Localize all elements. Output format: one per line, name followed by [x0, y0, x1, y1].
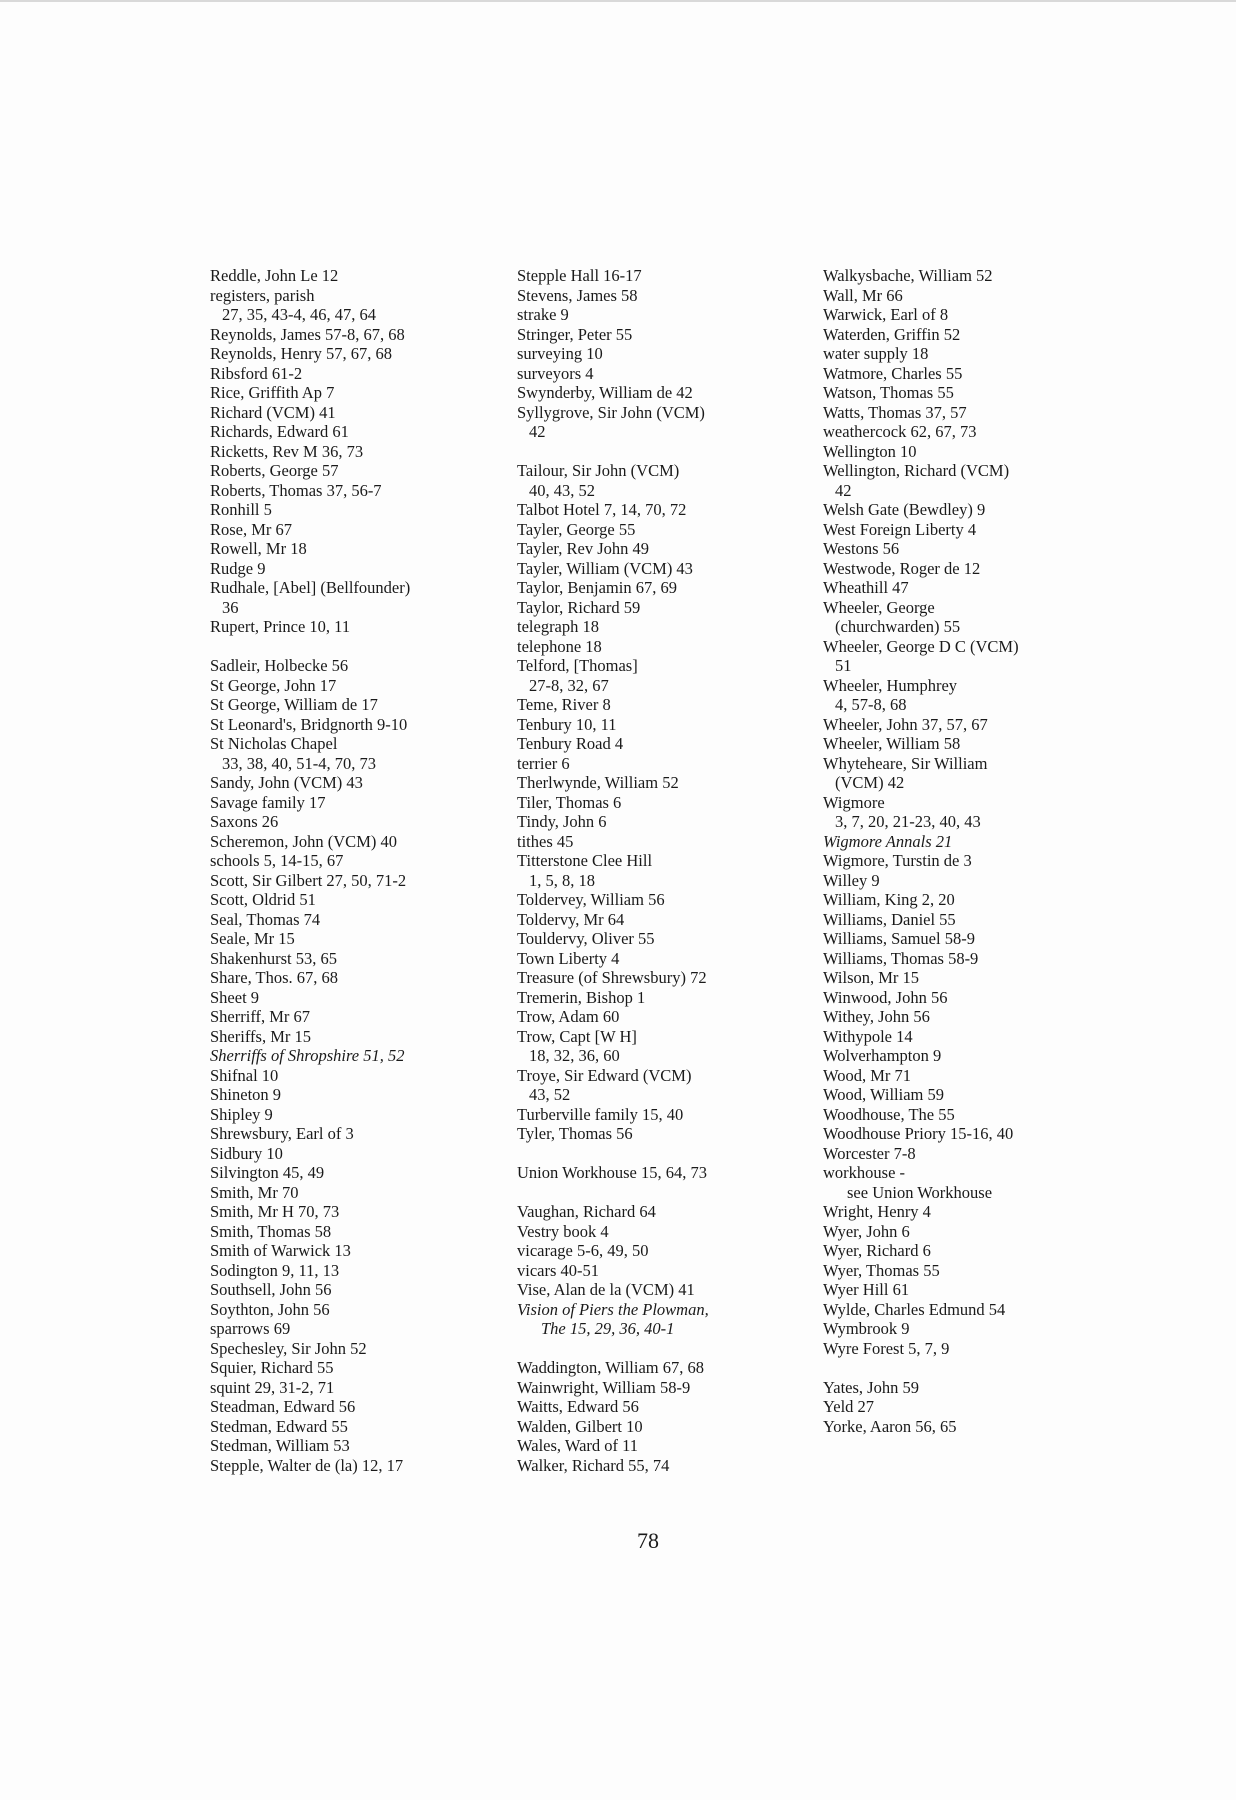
index-entry: St Leonard's, Bridgnorth 9-10 [210, 714, 408, 734]
index-entry: Yates, John 59 [823, 1377, 919, 1397]
index-entry: Shineton 9 [210, 1085, 282, 1104]
index-entry: Sodington 9, 11, 13 [210, 1260, 340, 1280]
index-entry: weathercock 62, 67, 73 [823, 422, 977, 441]
index-entry: telegraph 18 [517, 617, 600, 636]
index-entry: Troye, Sir Edward (VCM) [517, 1065, 692, 1085]
index-entry: telephone 18 [517, 636, 602, 656]
index-entry: Rudhale, [Abel] (Bellfounder) [210, 578, 411, 597]
index-entry: Welsh Gate (Bewdley) 9 [823, 500, 986, 519]
index-entry: Westwode, Roger de 12 [823, 558, 981, 578]
index-entry: Tremerin, Bishop 1 [517, 987, 646, 1007]
index-entry: Ribsford 61-2 [210, 363, 303, 383]
section-gap [517, 1339, 807, 1359]
index-entry: Talbot Hotel 7, 14, 70, 72 [517, 500, 687, 519]
index-entry: Withypole 14 [823, 1026, 913, 1046]
index-entry: Seale, Mr 15 [210, 929, 295, 948]
index-entry: Rose, Mr 67 [210, 519, 293, 539]
index-entry: Withey, John 56 [823, 1007, 930, 1026]
index-entry: Trow, Capt [W H] [517, 1026, 637, 1046]
index-entry: Richard (VCM) 41 [210, 402, 336, 422]
index-entry: Spechesley, Sir John 52 [210, 1338, 367, 1358]
index-entry: Sheet 9 [210, 987, 260, 1007]
index-entry: vicars 40-51 [517, 1260, 600, 1280]
index-entry: Tiler, Thomas 6 [517, 792, 622, 812]
page-number: 78 [637, 1528, 659, 1553]
index-entry: Wheeler, George [823, 597, 935, 617]
index-entry-continuation: 42 [529, 422, 546, 441]
index-entry: Treasure (of Shrewsbury) 72 [517, 968, 707, 987]
index-entry: Warwick, Earl of 8 [823, 305, 949, 324]
index-entry: Steadman, Edward 56 [210, 1397, 356, 1416]
index-entry: Wheeler, William 58 [823, 734, 961, 753]
index-entry: Tayler, William (VCM) 43 [517, 558, 693, 578]
index-entry: schools 5, 14-15, 67 [210, 851, 344, 870]
index-entry: Silvington 45, 49 [210, 1163, 325, 1182]
index-entry: Walden, Gilbert 10 [517, 1416, 643, 1436]
index-entry-continuation: 51 [835, 656, 852, 675]
index-entry: Wheeler, Humphrey [823, 675, 958, 695]
index-entry: Rudge 9 [210, 558, 266, 578]
index-entry: Touldervy, Oliver 55 [517, 929, 655, 948]
index-entry: Syllygrove, Sir John (VCM) [517, 402, 705, 422]
index-entry: Vestry book 4 [517, 1221, 609, 1241]
index-entry: Walker, Richard 55, 74 [517, 1455, 670, 1475]
index-entry: Vaughan, Richard 64 [517, 1202, 656, 1221]
index-entry: Watmore, Charles 55 [823, 363, 963, 383]
index-entry: Rowell, Mr 18 [210, 539, 307, 558]
index-entry: West Foreign Liberty 4 [823, 519, 977, 539]
index-entry: Walkysbache, William 52 [823, 266, 993, 285]
index-entry-continuation: 27, 35, 43-4, 46, 47, 64 [222, 305, 376, 324]
index-entry: Woodhouse Priory 15-16, 40 [823, 1124, 1014, 1143]
index-entry: Reynolds, Henry 57, 67, 68 [210, 344, 392, 363]
index-entry: Telford, [Thomas] [517, 656, 638, 675]
section-gap [210, 637, 500, 657]
index-entry: Wood, Mr 71 [823, 1065, 912, 1085]
index-entry: Wyer, Richard 6 [823, 1241, 931, 1260]
index-entry: Waddington, William 67, 68 [517, 1358, 704, 1377]
index-entry: Titterstone Clee Hill [517, 851, 653, 870]
index-entry: Watts, Thomas 37, 57 [823, 402, 967, 422]
index-entry-continuation: 42 [835, 480, 852, 500]
index-entry: Wolverhampton 9 [823, 1046, 942, 1065]
index-entry: Sheriffs, Mr 15 [210, 1026, 311, 1046]
index-entry: Soythton, John 56 [210, 1299, 330, 1319]
index-entry: Smith, Mr 70 [210, 1182, 299, 1202]
index-entry: Reynolds, James 57-8, 67, 68 [210, 324, 405, 344]
index-entry: Stringer, Peter 55 [517, 324, 633, 344]
index-entry: Wyer, John 6 [823, 1221, 910, 1241]
index-entry: Waterden, Griffin 52 [823, 324, 961, 344]
index-entry-continuation: (churchwarden) 55 [835, 617, 961, 636]
index-entry: Stepple, Walter de (la) 12, 17 [210, 1455, 404, 1475]
index-entry: Sherriffs of Shropshire 51, 52 [210, 1046, 405, 1065]
section-gap [517, 1183, 807, 1203]
index-entry: Trow, Adam 60 [517, 1007, 620, 1026]
index-entry: Southsell, John 56 [210, 1280, 332, 1299]
index-entry: Rice, Griffith Ap 7 [210, 383, 335, 402]
index-entry: Shrewsbury, Earl of 3 [210, 1124, 354, 1143]
index-entry-continuation: 1, 5, 8, 18 [529, 870, 595, 890]
index-entry: Wigmore [823, 792, 885, 812]
index-entry-continuation: 43, 52 [529, 1085, 571, 1104]
index-entry: surveyors 4 [517, 363, 594, 383]
index-entry: Tindy, John 6 [517, 812, 607, 831]
index-entry: Woodhouse, The 55 [823, 1104, 955, 1124]
index-entry: Wellington, Richard (VCM) [823, 461, 1010, 480]
index-entry: Stedman, William 53 [210, 1436, 350, 1455]
index-entry: Taylor, Benjamin 67, 69 [517, 578, 677, 597]
index-entry: Teme, River 8 [517, 695, 611, 714]
index-entry: Wales, Ward of 11 [517, 1436, 639, 1455]
index-entry: squint 29, 31-2, 71 [210, 1377, 335, 1397]
index-entry: Sherriff, Mr 67 [210, 1007, 311, 1026]
index-entry: Richards, Edward 61 [210, 422, 349, 441]
index-entry: Wigmore, Turstin de 3 [823, 851, 972, 870]
index-entry: terrier 6 [517, 753, 570, 773]
index-entry: surveying 10 [517, 344, 603, 363]
index-entry: Seal, Thomas 74 [210, 909, 321, 929]
index-entry: vicarage 5-6, 49, 50 [517, 1241, 649, 1260]
index-entry: Shipley 9 [210, 1104, 273, 1124]
index-entry: Roberts, George 57 [210, 461, 339, 480]
index-entry: Squier, Richard 55 [210, 1358, 334, 1377]
index-entry: Wylde, Charles Edmund 54 [823, 1299, 1006, 1319]
index-entry: Winwood, John 56 [823, 987, 948, 1007]
index-entry: Wheathill 47 [823, 578, 909, 597]
index-entry-continuation: 27-8, 32, 67 [529, 675, 609, 695]
index-entry: Share, Thos. 67, 68 [210, 968, 339, 987]
index-entry: Stepple Hall 16-17 [517, 266, 642, 285]
index-entry: Smith, Thomas 58 [210, 1221, 332, 1241]
index-entry: William, King 2, 20 [823, 890, 955, 909]
index-entry: Wilson, Mr 15 [823, 968, 920, 987]
index-entry: Yeld 27 [823, 1397, 875, 1416]
index-entry: Therlwynde, William 52 [517, 773, 679, 792]
index-entry-continuation: 4, 57-8, 68 [835, 695, 907, 714]
index-entry: Saxons 26 [210, 812, 279, 831]
index-entry: Worcester 7-8 [823, 1143, 916, 1163]
index-entry: Tyler, Thomas 56 [517, 1124, 633, 1143]
index-entry: Wymbrook 9 [823, 1319, 910, 1338]
index-entry: St George, William de 17 [210, 695, 378, 714]
index-entry: Williams, Samuel 58-9 [823, 929, 975, 948]
index-entry: Turberville family 15, 40 [517, 1104, 684, 1124]
index-entry: workhouse - [823, 1163, 906, 1182]
index-column-2 [517, 266, 807, 1475]
index-entry: Reddle, John Le 12 [210, 266, 339, 285]
index-entry: registers, parish [210, 285, 315, 305]
index-entry: Shifnal 10 [210, 1065, 279, 1085]
index-entry: Tayler, Rev John 49 [517, 539, 649, 558]
index-entry: Wall, Mr 66 [823, 285, 903, 305]
index-entry: Taylor, Richard 59 [517, 597, 641, 617]
index-entry: Shakenhurst 53, 65 [210, 948, 337, 968]
index-entry: Swynderby, William de 42 [517, 383, 693, 402]
index-entry: Vision of Piers the Plowman, [517, 1299, 709, 1319]
index-entry: Stedman, Edward 55 [210, 1416, 348, 1436]
index-entry: Sadleir, Holbecke 56 [210, 656, 349, 675]
index-entry: sparrows 69 [210, 1319, 291, 1338]
index-entry: Scott, Oldrid 51 [210, 890, 316, 909]
index-entry: Savage family 17 [210, 792, 326, 812]
index-entry-continuation: (VCM) 42 [835, 773, 905, 792]
index-entry: Westons 56 [823, 539, 900, 558]
scan-edge-line [0, 0, 1236, 2]
index-entry: Wyer Hill 61 [823, 1280, 910, 1299]
index-entry-continuation: 36 [222, 597, 239, 617]
section-gap [517, 442, 807, 462]
index-entry: Wyer, Thomas 55 [823, 1260, 940, 1280]
index-entry: Ricketts, Rev M 36, 73 [210, 441, 364, 461]
index-entry: Wood, William 59 [823, 1085, 944, 1104]
index-entry: Smith, Mr H 70, 73 [210, 1202, 340, 1221]
index-entry: water supply 18 [823, 344, 929, 363]
index-entry-continuation: 18, 32, 36, 60 [529, 1046, 620, 1065]
index-entry-continuation: The 15, 29, 36, 40-1 [541, 1319, 675, 1338]
index-column-1 [210, 266, 500, 1475]
index-entry: Yorke, Aaron 56, 65 [823, 1416, 957, 1436]
index-entry-continuation: 3, 7, 20, 21-23, 40, 43 [835, 812, 981, 831]
index-entry: Toldervey, William 56 [517, 890, 665, 909]
section-gap [823, 1358, 1123, 1378]
index-entry: Wyre Forest 5, 7, 9 [823, 1338, 950, 1358]
index-entry: Wigmore Annals 21 [823, 831, 953, 851]
index-entry: Tayler, George 55 [517, 519, 636, 539]
index-entry: Watson, Thomas 55 [823, 383, 954, 402]
index-entry: Sidbury 10 [210, 1143, 283, 1163]
index-entry: Scheremon, John (VCM) 40 [210, 831, 397, 851]
index-entry: Vise, Alan de la (VCM) 41 [517, 1280, 695, 1299]
index-entry: Waitts, Edward 56 [517, 1397, 639, 1416]
index-entry: Williams, Daniel 55 [823, 909, 956, 929]
index-entry: Tenbury 10, 11 [517, 714, 617, 734]
index-entry: Sandy, John (VCM) 43 [210, 773, 363, 792]
index-entry: Rupert, Prince 10, 11 [210, 617, 351, 636]
index-entry: Scott, Sir Gilbert 27, 50, 71-2 [210, 870, 407, 890]
index-entry-continuation: 33, 38, 40, 51-4, 70, 73 [222, 753, 376, 773]
index-entry: Wheeler, George D C (VCM) [823, 636, 1019, 656]
index-entry: tithes 45 [517, 831, 574, 851]
index-entry: St Nicholas Chapel [210, 734, 338, 753]
index-entry: Willey 9 [823, 870, 880, 890]
index-entry-continuation: see Union Workhouse [847, 1182, 993, 1202]
index-entry: Ronhill 5 [210, 500, 272, 519]
index-entry: St George, John 17 [210, 675, 337, 695]
index-entry: Union Workhouse 15, 64, 73 [517, 1163, 707, 1182]
index-column-3 [823, 266, 1123, 1436]
index-entry: Williams, Thomas 58-9 [823, 948, 979, 968]
index-entry: Toldervy, Mr 64 [517, 909, 625, 929]
index-entry-continuation: 40, 43, 52 [529, 480, 595, 500]
index-entry: Smith of Warwick 13 [210, 1241, 351, 1260]
index-entry: Tailour, Sir John (VCM) [517, 461, 680, 480]
index-entry: Town Liberty 4 [517, 948, 620, 968]
index-entry: Wainwright, William 58-9 [517, 1377, 691, 1397]
index-entry: Whyteheare, Sir William [823, 753, 988, 773]
index-entry: Stevens, James 58 [517, 285, 638, 305]
index-entry: Wellington 10 [823, 441, 917, 461]
index-entry: Wright, Henry 4 [823, 1202, 931, 1221]
index-entry: Roberts, Thomas 37, 56-7 [210, 480, 382, 500]
index-entry: Wheeler, John 37, 57, 67 [823, 714, 988, 734]
index-entry: Tenbury Road 4 [517, 734, 624, 753]
section-gap [517, 1144, 807, 1164]
index-entry: strake 9 [517, 305, 569, 324]
